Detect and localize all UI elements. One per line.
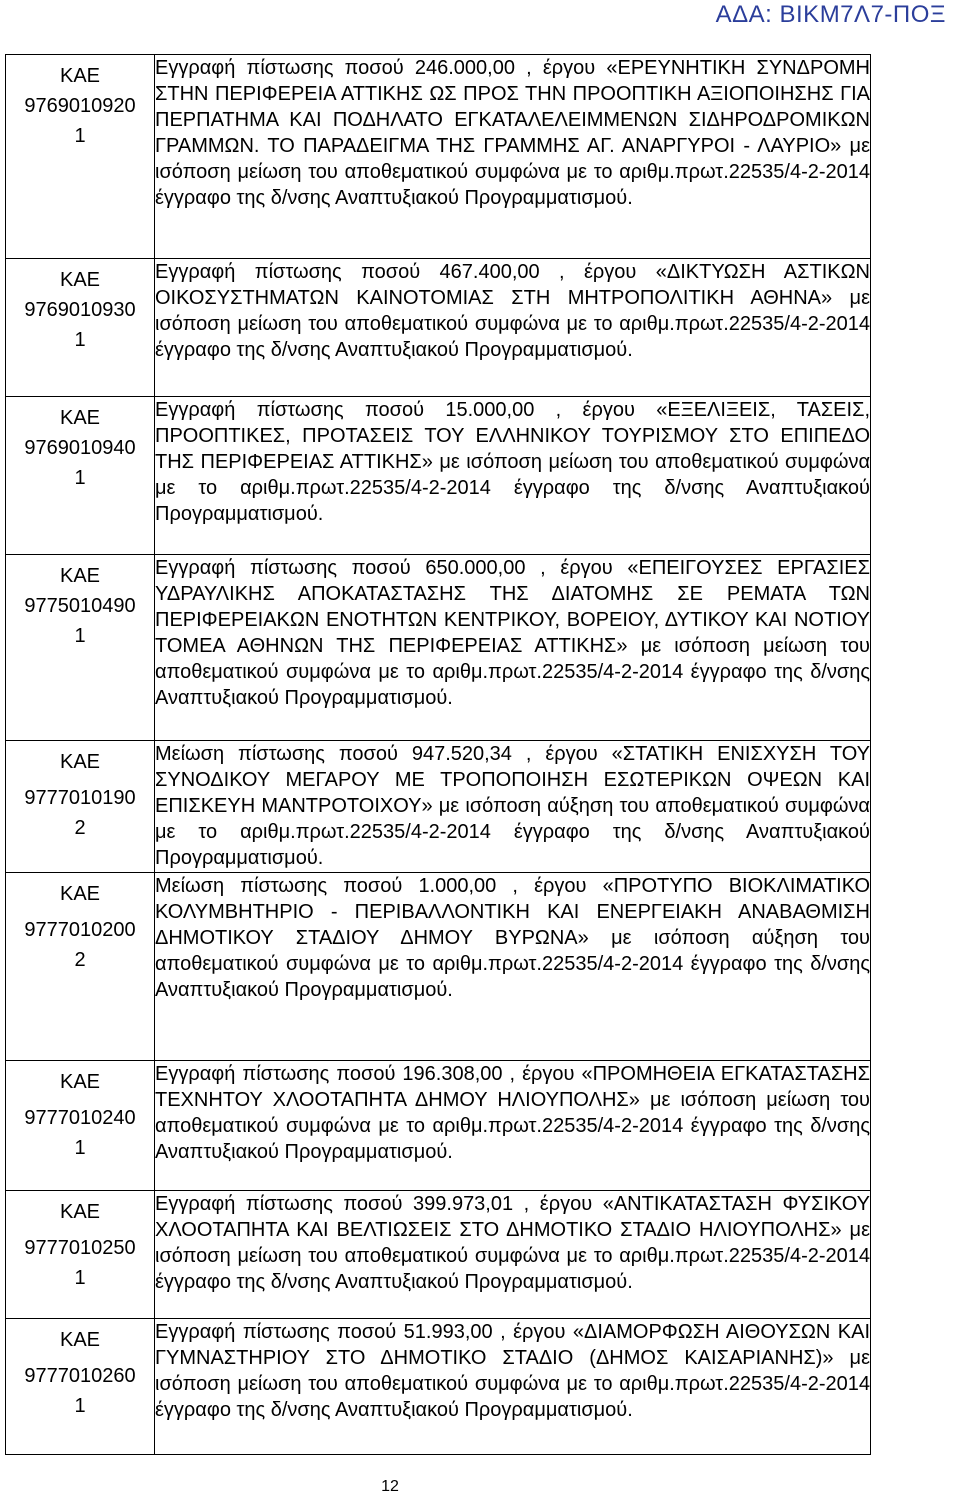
kae-code-cell	[6, 873, 155, 1061]
kae-label: ΚΑΕ	[59, 269, 101, 291]
kae-code-cell	[6, 741, 155, 873]
kae-description	[155, 397, 871, 555]
table-row	[6, 873, 871, 1061]
kae-code-cell	[6, 1191, 155, 1319]
kae-description	[155, 741, 871, 873]
table-row	[6, 1191, 871, 1319]
kae-code-cell	[6, 259, 155, 397]
description-text: Εγγραφή πίστωσης ποσού 196.308,00 , έργου «ΠΡΟΜΗΘΕΙΑ ΕΓΚΑΤΑΣΤΑΣΗΣ ΤΕΧΝΗΤΟΥ ΧΛΟΟΤΑΠΗΤΑ ΔΗΜΟΥ ΗΛΙΟΥΠΟΛΗΣ» με ισόποση μείωση του αποθεματικού συμφώνα με το αριθμ.πρωτ.22535/4-2-2014 έγγραφο της δ/νσης Αναπτυξιακού Προγραμματισμού.	[155, 1063, 870, 1163]
kae-code: 9777010260	[24, 1365, 136, 1387]
kae-suffix: 1	[74, 125, 86, 147]
table-row	[6, 555, 871, 741]
kae-code-cell	[6, 1319, 155, 1455]
kae-label: ΚΑΕ	[59, 1329, 101, 1351]
kae-label: ΚΑΕ	[59, 751, 101, 773]
kae-code-cell	[6, 555, 155, 741]
table-row	[6, 741, 871, 873]
kae-code: 9777010200	[24, 919, 136, 941]
kae-description	[155, 873, 871, 1061]
kae-code: 9769010940	[24, 437, 136, 459]
kae-code-cell	[6, 55, 155, 259]
ada-identifier: ΑΔΑ: ΒΙΚΜ7Λ7-ΠΟΞ	[715, 1, 946, 28]
kae-description	[155, 259, 871, 397]
kae-code: 9777010240	[24, 1107, 136, 1129]
table-row	[6, 1061, 871, 1191]
description-text: Εγγραφή πίστωσης ποσού 51.993,00 , έργου «ΔΙΑΜΟΡΦΩΣΗ ΑΙΘΟΥΣΩΝ ΚΑΙ ΓΥΜΝΑΣΤΗΡΙΟΥ ΣΤΟ ΔΗΜΟΤΙΚΟ ΣΤΑΔΙΟ (ΔΗΜΟΣ ΚΑΙΣΑΡΙΑΝΗΣ)» με ισόποση μείωση του αποθεματικού συμφώνα με το αριθμ.πρωτ.22535/4-2-2014 έγγραφο της δ/νσης Αναπτυξιακού Προγραμματισμού.	[155, 1321, 870, 1421]
kae-code-cell	[6, 1061, 155, 1191]
kae-code-cell	[6, 397, 155, 555]
kae-suffix: 1	[74, 625, 86, 647]
table-row	[6, 397, 871, 555]
kae-suffix: 2	[74, 817, 86, 839]
description-text: Εγγραφή πίστωσης ποσού 399.973,01 , έργου «ΑΝΤΙΚΑΤΑΣΤΑΣΗ ΦΥΣΙΚΟΥ ΧΛΟΟΤΑΠΗΤΑ ΚΑΙ ΒΕΛΤΙΩΣΕΙΣ ΣΤΟ ΔΗΜΟΤΙΚΟ ΣΤΑΔΙΟ ΗΛΙΟΥΠΟΛΗΣ» με ισόποση μείωση του αποθεματικού συμφώνα με το αριθμ.πρωτ.22535/4-2-2014 έγγραφο της δ/νσης Αναπτυξιακού Προγραμματισμού.	[155, 1193, 870, 1293]
kae-label: ΚΑΕ	[59, 65, 101, 87]
page-number: 12	[381, 1478, 399, 1495]
description-text: Εγγραφή πίστωσης ποσού 467.400,00 , έργου «ΔΙΚΤΥΩΣΗ ΑΣΤΙΚΩΝ ΟΙΚΟΣΥΣΤΗΜΑΤΩΝ ΚΑΙΝΟΤΟΜΙΑΣ ΣΤΗ ΜΗΤΡΟΠΟΛΙΤΙΚΗ ΑΘΗΝΑ» με ισόποση μείωση του αποθεματικού συμφώνα με το αριθμ.πρωτ.22535/4-2-2014 έγγραφο της δ/νσης Αναπτυξιακού Προγραμματισμού.	[155, 261, 870, 361]
table-row	[6, 1319, 871, 1455]
kae-code: 9769010930	[24, 299, 136, 321]
kae-suffix: 2	[74, 949, 86, 971]
description-text: Μείωση πίστωσης ποσού 947.520,34 , έργου «ΣΤΑΤΙΚΗ ΕΝΙΣΧΥΣΗ ΤΟΥ ΣΥΝΟΔΙΚΟΥ ΜΕΓΑΡΟΥ ΜΕ ΤΡΟΠΟΠΟΙΗΣΗ ΕΣΩΤΕΡΙΚΩΝ ΟΨΕΩΝ ΚΑΙ ΕΠΙΣΚΕΥΗ ΜΑΝΤΡΟΤΟΙΧΟΥ» με ισόποση αύξηση του αποθεματικού συμφώνα με το αριθμ.πρωτ.22535/4-2-2014 έγγραφο της δ/νσης Αναπτυξιακού Προγραμματισμού.	[155, 743, 870, 869]
kae-description	[155, 55, 871, 259]
kae-description	[155, 1191, 871, 1319]
kae-code: 9777010190	[24, 787, 136, 809]
kae-table	[5, 54, 871, 1455]
description-text: Εγγραφή πίστωσης ποσού 246.000,00 , έργου «ΕΡΕΥΝΗΤΙΚΗ ΣΥΝΔΡΟΜΗ ΣΤΗΝ ΠΕΡΙΦΕΡΕΙΑ ΑΤΤΙΚΗΣ ΩΣ ΠΡΟΣ ΤΗΝ ΠΡΟΟΠΤΙΚΗ ΑΞΙΟΠΟΙΗΣΗΣ ΓΙΑ ΠΕΡΠΑΤΗΜΑ ΚΑΙ ΠΟΔΗΛΑΤΟ ΕΓΚΑΤΑΛΕΛΕΙΜΜΕΝΩΝ ΣΙΔΗΡΟΔΡΟΜΙΚΩΝ ΓΡΑΜΜΩΝ. ΤΟ ΠΑΡΑΔΕΙΓΜΑ ΤΗΣ ΓΡΑΜΜΗΣ ΑΓ. ΑΝΑΡΓΥΡΟΙ - ΛΑΥΡΙΟ» με ισόποση μείωση του αποθεματικού συμφώνα με το αριθμ.πρωτ.22535/4-2-2014 έγγραφο της δ/νσης Αναπτυξιακού Προγραμματισμού.	[155, 57, 870, 209]
kae-suffix: 1	[74, 467, 86, 489]
kae-suffix: 1	[74, 1267, 86, 1289]
kae-description	[155, 555, 871, 741]
kae-code: 9775010490	[24, 595, 136, 617]
kae-suffix: 1	[74, 329, 86, 351]
kae-label: ΚΑΕ	[59, 883, 101, 905]
kae-label: ΚΑΕ	[59, 1201, 101, 1223]
kae-suffix: 1	[74, 1395, 86, 1417]
kae-code: 9769010920	[24, 95, 136, 117]
kae-suffix: 1	[74, 1137, 86, 1159]
description-text: Εγγραφή πίστωσης ποσού 15.000,00 , έργου «ΕΞΕΛΙΞΕΙΣ, ΤΑΣΕΙΣ, ΠΡΟΟΠΤΙΚΕΣ, ΠΡΟΤΑΣΕΙΣ ΤΟΥ ΕΛΛΗΝΙΚΟΥ ΤΟΥΡΙΣΜΟΥ ΣΤΟ ΕΠΙΠΕΔΟ ΤΗΣ ΠΕΡΙΦΕΡΕΙΑΣ ΑΤΤΙΚΗΣ» με ισόποση μείωση του αποθεματικού συμφώνα με το αριθμ.πρωτ.22535/4-2-2014 έγγραφο της δ/νσης Αναπτυξιακού Προγραμματισμού.	[155, 399, 870, 525]
description-text: Μείωση πίστωσης ποσού 1.000,00 , έργου «ΠΡΟΤΥΠΟ ΒΙΟΚΛΙΜΑΤΙΚΟ ΚΟΛΥΜΒΗΤΗΡΙΟ - ΠΕΡΙΒΑΛΛΟΝΤΙΚΗ ΚΑΙ ΕΝΕΡΓΕΙΑΚΗ ΑΝΑΒΑΘΜΙΣΗ ΔΗΜΟΤΙΚΟΥ ΣΤΑΔΙΟΥ ΔΗΜΟΥ ΒΥΡΩΝΑ» με ισόποση αύξηση του αποθεματικού συμφώνα με το αριθμ.πρωτ.22535/4-2-2014 έγγραφο της δ/νσης Αναπτυξιακού Προγραμματισμού.	[155, 875, 870, 1001]
description-text: Εγγραφή πίστωσης ποσού 650.000,00 , έργου «ΕΠΕΙΓΟΥΣΕΣ ΕΡΓΑΣΙΕΣ ΥΔΡΑΥΛΙΚΗΣ ΑΠΟΚΑΤΑΣΤΑΣΗΣ ΤΗΣ ΔΙΑΤΟΜΗΣ ΣΕ ΡΕΜΑΤΑ ΤΩΝ ΠΕΡΙΦΕΡΕΙΑΚΩΝ ΕΝΟΤΗΤΩΝ ΚΕΝΤΡΙΚΟΥ, ΒΟΡΕΙΟΥ, ΔΥΤΙΚΟΥ ΚΑΙ ΝΟΤΙΟΥ ΤΟΜΕΑ ΑΘΗΝΩΝ ΤΗΣ ΠΕΡΙΦΕΡΕΙΑΣ ΑΤΤΙΚΗΣ» με ισόποση μείωση του αποθεματικού συμφώνα με το αριθμ.πρωτ.22535/4-2-2014 έγγραφο της δ/νσης Αναπτυξιακού Προγραμματισμού.	[155, 557, 870, 709]
table-row	[6, 259, 871, 397]
kae-label: ΚΑΕ	[59, 407, 101, 429]
kae-label: ΚΑΕ	[59, 1071, 101, 1093]
kae-code: 9777010250	[24, 1237, 136, 1259]
kae-description	[155, 1061, 871, 1191]
table-row	[6, 55, 871, 259]
kae-description	[155, 1319, 871, 1455]
kae-label: ΚΑΕ	[59, 565, 101, 587]
